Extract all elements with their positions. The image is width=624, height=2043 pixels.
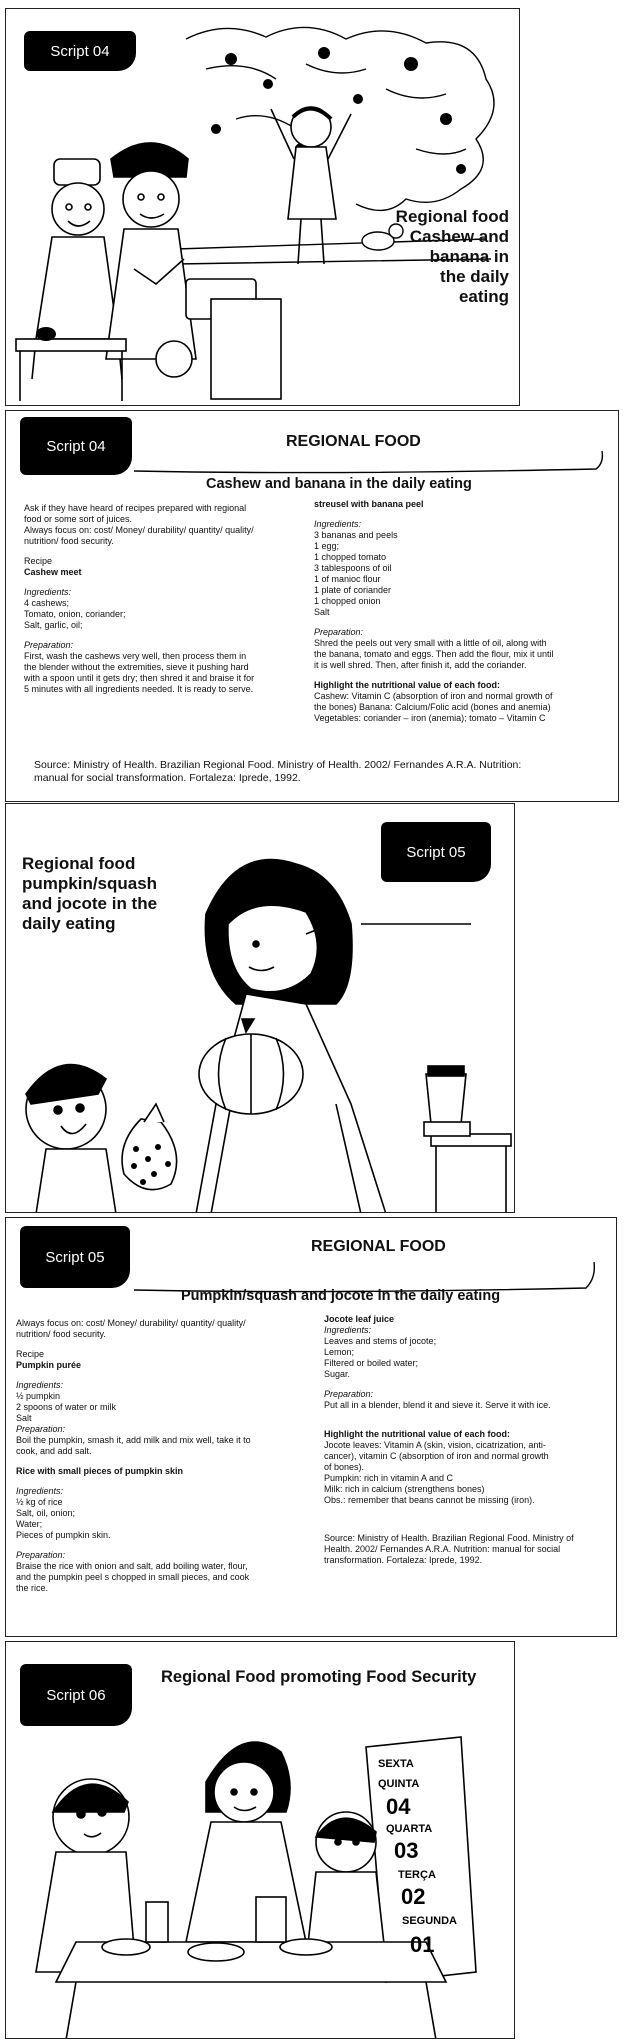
intro-line: nutrition/ food security. (16, 1329, 106, 1339)
ingredient: 4 cashews; (24, 598, 70, 608)
script-tag: Script 05 (381, 822, 491, 882)
script-tag: Script 05 (20, 1226, 130, 1288)
preparation-label: Preparation: (314, 627, 364, 637)
ingredient: Pieces of pumpkin skin. (16, 1530, 111, 1540)
highlight-line: Milk: rich in calcium (strengthens bones) (324, 1484, 485, 1494)
ingredient: 1 plate of coriander (314, 585, 392, 595)
ingredients-label: Ingredients: (16, 1380, 64, 1390)
ingredient: 1 chopped tomato (314, 552, 387, 562)
ingredient: Salt (314, 607, 330, 617)
sheet-header: REGIONAL FOOD (311, 1238, 446, 1255)
recipe-name: Pumpkin purée (16, 1360, 82, 1370)
comic-panel-cashew-banana (5, 8, 520, 406)
right-column (314, 499, 614, 724)
script-tag: Script 06 (20, 1664, 132, 1726)
calendar-number: 02 (401, 1884, 426, 1909)
panel-title: Regional Food promoting Food Security (161, 1668, 477, 1686)
preparation-line: the banana, tomato and eggs. Then add the flour, mix it until (314, 649, 554, 659)
preparation-label: Preparation: (24, 640, 74, 650)
title-line: the daily (440, 267, 509, 286)
highlight-line: of bones). (324, 1462, 365, 1472)
preparation-line: Shred the peels out very small with a little of oil, along with (314, 638, 547, 648)
preparation-line: Boil the pumpkin, smash it, add milk and mix well, take it to (16, 1435, 251, 1445)
title-line: Cashew and (409, 227, 509, 246)
ingredient: Leaves and stems of jocote; (324, 1336, 437, 1346)
ingredient: Lemon; (324, 1347, 355, 1357)
ingredient: ½ kg of rice (16, 1497, 63, 1507)
preparation-line: Braise the rice with onion and salt, add boiling water, flour, (16, 1561, 248, 1571)
highlight-line: Cashew: Vitamin C (absorption of iron and normal growth of (314, 691, 553, 701)
script-tag: Script 04 (20, 417, 132, 475)
preparation-line: the blender without the extremities, sieve it pushing hard (24, 662, 249, 672)
highlight-line: Obs.: remember that beans cannot be missing (iron). (324, 1495, 535, 1505)
ingredient: Sugar. (324, 1369, 351, 1379)
ingredients-label: Ingredients: (314, 519, 362, 529)
ingredient: Salt, oil, onion; (16, 1508, 76, 1518)
left-column (16, 1318, 306, 1594)
calendar-number: 04 (386, 1794, 411, 1819)
calendar-label: QUINTA (378, 1778, 420, 1790)
comic-panel-pumpkin-jocote (5, 803, 515, 1213)
calendar-number: 03 (394, 1838, 419, 1863)
recipe-label: Recipe (16, 1349, 45, 1359)
highlight-line: Jocote leaves: Vitamin A (skin, vision, cicatrization, anti- (324, 1440, 546, 1450)
preparation-line: the rice. (16, 1583, 49, 1593)
ingredient: 1 egg; (314, 541, 340, 551)
preparation-line: cook, and add salt. (16, 1446, 92, 1456)
recipe-sheet-script-04 (5, 410, 619, 802)
ingredients-label: Ingredients: (16, 1486, 64, 1496)
ingredient: ½ pumpkin (16, 1391, 61, 1401)
ingredient: 3 tablespoons of oil (314, 563, 392, 573)
source-note (34, 759, 614, 785)
intro-line: nutrition/ food security. (24, 536, 114, 546)
mother-child-pumpkin-illustration (6, 804, 515, 1213)
ingredients-label: Ingredients: (324, 1325, 372, 1335)
ingredient: Salt (16, 1413, 32, 1423)
script-tag: Script 04 (24, 31, 136, 71)
source-line: manual for social transformation. Fortaleza: Iprede, 1992. (34, 772, 301, 784)
comic-panel-food-security (5, 1641, 515, 2039)
preparation-label: Preparation: (324, 1389, 374, 1399)
title-line: Regional food (22, 854, 136, 873)
recipe-name: Rice with small pieces of pumpkin skin (16, 1466, 184, 1476)
highlight-label: Highlight the nutritional value of each food: (314, 680, 500, 690)
intro-line: Always focus on: cost/ Money/ durability/ quantity/ quality/ (24, 525, 254, 535)
sheet-header: REGIONAL FOOD (286, 433, 421, 450)
panel-title (309, 207, 509, 307)
source-line: transformation. Fortaleza: Iprede, 1992. (324, 1555, 483, 1565)
ingredients-label: Ingredients: (24, 587, 72, 597)
sheet-subheader: Pumpkin/squash and jocote in the daily eating (181, 1288, 501, 1304)
sheet-subheader: Cashew and banana in the daily eating (206, 476, 472, 492)
family-table-illustration (6, 1642, 515, 2039)
recipe-name: Jocote leaf juice (324, 1314, 395, 1324)
calendar-label: SEXTA (378, 1758, 414, 1770)
preparation-line: it is well shred. Then, after finish it, add the coriander. (314, 660, 527, 670)
ingredient: 2 spoons of water or milk (16, 1402, 117, 1412)
title-line: banana in (429, 247, 509, 266)
title-line: daily eating (22, 914, 116, 933)
recipe-sheet-script-05 (5, 1217, 617, 1637)
source-line: Source: Ministry of Health. Brazilian Regional Food. Ministry of Health. 2002/ Fernandes A.R.A. Nutrition: (34, 759, 522, 771)
highlight-line: the bones) Banana: Calcium/Folic acid (bones and anemia) (314, 702, 551, 712)
title-line: pumpkin/squash (22, 874, 158, 893)
preparation-line: and the pumpkin peel s chopped in small pieces, and cook (16, 1572, 250, 1582)
title-line: eating (458, 287, 509, 306)
ingredient: Water; (16, 1519, 43, 1529)
preparation-line: First, wash the cashews very well, then process them in (24, 651, 247, 661)
highlight-line: Pumpkin: rich in vitamin A and C (324, 1473, 454, 1483)
intro-line: Ask if they have heard of recipes prepared with regional (24, 503, 247, 513)
highlight-label: Highlight the nutritional value of each food: (324, 1429, 510, 1439)
preparation-line: Put all in a blender, blend it and sieve it. Serve it with ice. (324, 1400, 551, 1410)
right-column (324, 1314, 614, 1566)
source-line: Source: Ministry of Health. Brazilian Regional Food. Ministry of (324, 1533, 574, 1543)
ingredient: Salt, garlic, oil; (24, 620, 83, 630)
ingredient: Filtered or boiled water; (324, 1358, 419, 1368)
ingredient: Tomato, onion, coriander; (24, 609, 126, 619)
highlight-line: cancer), vitamin C (absorption of iron and normal growth (324, 1451, 549, 1461)
title-line: and jocote in the (22, 894, 158, 913)
calendar-label: SEGUNDA (402, 1915, 458, 1927)
calendar-number: 01 (410, 1932, 435, 1957)
intro-line: food or some sort of juices. (24, 514, 133, 524)
source-line: Health. 2002/ Fernandes A.R.A. Nutrition: manual for social (324, 1544, 561, 1554)
recipe-name: Cashew meet (24, 567, 82, 577)
intro-line: Always focus on: cost/ Money/ durability/ quantity/ quality/ (16, 1318, 246, 1328)
preparation-line: 5 minutes with all ingredients needed. It is ready to serve. (24, 684, 254, 694)
preparation-label: Preparation: (16, 1424, 66, 1434)
title-line: Regional food (395, 207, 509, 226)
highlight-line: Vegetables: coriander – iron (anemia); tomato – Vitamin C (314, 713, 546, 723)
preparation-line: with a spoon until it gets dry; then shred it and braise it for (24, 673, 255, 683)
recipe-name: streusel with banana peel (314, 499, 424, 509)
recipe-label: Recipe (24, 556, 53, 566)
left-column (24, 503, 304, 695)
ingredient: 1 chopped onion (314, 596, 381, 606)
calendar-label: QUARTA (386, 1823, 433, 1835)
ingredient: 3 bananas and peels (314, 530, 398, 540)
calendar-label: TERÇA (398, 1869, 436, 1881)
preparation-label: Preparation: (16, 1550, 66, 1560)
ingredient: 1 of manioc flour (314, 574, 381, 584)
